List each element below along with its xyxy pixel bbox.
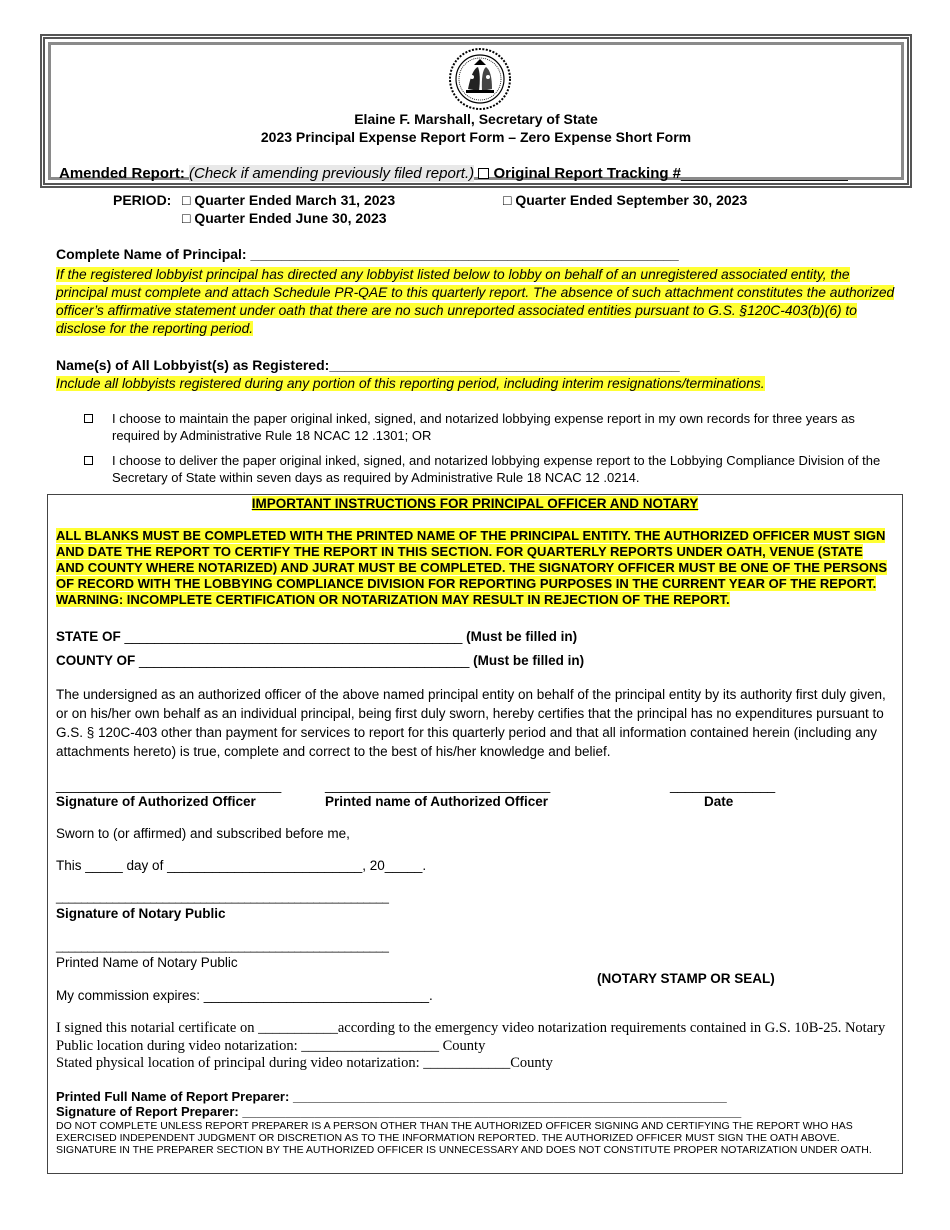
- certification-text: The undersigned as an authorized officer of the above named principal entity on behalf of the principal entity by its authority first duly given, or on his/her own behalf as an individual principal, being first duly sworn, hereby certifies that the principal has no expenditures pursuant to G.S. § 120C-403 other than payment for services to report for this quarterly period and that all information contained herein (including any attachments hereto) is true, complete and correct to the best of his/her knowledge and belief.: [56, 687, 886, 759]
- instructions-body-wrap: [56, 528, 888, 608]
- principal-label: Complete Name of Principal:: [56, 246, 247, 262]
- county-label: COUNTY OF: [56, 653, 136, 668]
- lobbyists-label: Name(s) of All Lobbyist(s) as Registered:: [56, 357, 330, 373]
- lobbyists-blank[interactable]: _____________________________________________: [329, 357, 680, 373]
- preparer-sig-row: [56, 1104, 741, 1119]
- period-q2-label: Quarter Ended June 30, 2023: [194, 210, 387, 226]
- date-label: Date: [704, 794, 734, 809]
- video-notarization-text: I signed this notarial certificate on ___________according to the emergency video notarization requirements contained in G.S. 10B-25. Notary Public location during video notarization: ___________________ County: [56, 1020, 886, 1054]
- county-blank[interactable]: ____________________________________________: [139, 653, 470, 668]
- amended-report-row: [59, 165, 848, 182]
- period-q2[interactable]: [182, 210, 387, 226]
- choice-1-text: I choose to maintain the paper original inked, signed, and notarized lobbying expense report in my own records for three years as required by Administrative Rule 18 NCAC 12 .1301; OR: [112, 411, 855, 443]
- date-line[interactable]: ______________: [670, 778, 776, 793]
- commission-expires[interactable]: My commission expires: ______________________________.: [56, 988, 433, 1003]
- choice-2-text: I choose to deliver the paper original inked, signed, and notarized lobbying expense report to the Lobbying Compliance Division of the Secretary of State within seven days as required by Administrative Rule 18 NCAC 12 .0214.: [112, 453, 881, 485]
- period-q3-label: Quarter Ended September 30, 2023: [515, 192, 748, 208]
- state-blank[interactable]: _____________________________________________: [124, 629, 463, 644]
- period-label: PERIOD:: [113, 192, 172, 208]
- officer-name-label: Printed name of Authorized Officer: [325, 794, 549, 809]
- period-q3-box: □: [503, 192, 512, 208]
- tracking-blank[interactable]: ____________________: [681, 165, 848, 182]
- officer-signature-label: Signature of Authorized Officer: [56, 794, 256, 809]
- county-row: [56, 653, 584, 668]
- state-required: (Must be filled in): [466, 629, 578, 644]
- amended-checkbox[interactable]: [478, 168, 489, 179]
- officer-signature-line[interactable]: ______________________________: [56, 778, 282, 793]
- notary-name-line[interactable]: _____________________________________________________: [56, 939, 389, 953]
- period-q1-box: □: [182, 192, 191, 208]
- preparer-name-row: [56, 1089, 727, 1104]
- preparer-name-label: Printed Full Name of Report Preparer:: [56, 1089, 290, 1104]
- principal-note-wrap: [56, 266, 900, 338]
- form-title: 2023 Principal Expense Report Form – Zero Expense Short Form: [260, 129, 692, 145]
- period-q3[interactable]: [503, 192, 747, 208]
- principal-location-text: Stated physical location of principal during video notarization: ____________County: [56, 1055, 553, 1071]
- period-q1-label: Quarter Ended March 31, 2023: [194, 192, 396, 208]
- county-required: (Must be filled in): [473, 653, 585, 668]
- principal-row: [56, 246, 679, 262]
- lobbyists-note-wrap: [56, 375, 900, 393]
- lobbyists-row: [56, 357, 680, 373]
- notary-stamp-label: (NOTARY STAMP OR SEAL): [597, 971, 775, 986]
- state-row: [56, 629, 577, 644]
- choice-2-checkbox[interactable]: [84, 456, 93, 465]
- principal-blank[interactable]: _______________________________________________________: [250, 246, 679, 262]
- preparer-sig-blank[interactable]: _____________________________________________________________________: [242, 1104, 742, 1119]
- state-seal-icon: [448, 47, 512, 111]
- jurat-date[interactable]: This _____ day of __________________________, 20_____.: [56, 858, 427, 873]
- lobbyists-note: Include all lobbyists registered during any portion of this reporting period, including interim resignations/terminations.: [56, 376, 765, 391]
- choice-1-checkbox[interactable]: [84, 414, 93, 423]
- instructions-body: ALL BLANKS MUST BE COMPLETED WITH THE PRINTED NAME OF THE PRINCIPAL ENTITY. THE AUTHORIZED OFFICER MUST SIGN AND DATE THE REPORT TO CERTIFY THE REPORT IN THIS SECTION. FOR QUARTERLY REPORTS UNDER OATH, VENUE (STATE AND COUNTY WHERE NOTARIZED) AND JURAT MUST BE COMPLETED. THE SIGNATORY OFFICER MUST BE ONE OF THE PERSONS OF RECORD WITH THE LOBBYING COMPLIANCE DIVISION FOR REPORTING PURPOSES IN THE CURRENT YEAR OF THE REPORT. WARNING: INCOMPLETE CERTIFICATION OR NOTARIZATION MAY RESULT IN REJECTION OF THE REPORT.: [56, 528, 888, 607]
- tracking-label: Original Report Tracking #: [493, 165, 682, 182]
- amended-label: Amended Report:: [59, 165, 185, 182]
- period-q2-box: □: [182, 210, 191, 226]
- period-q1[interactable]: [182, 192, 395, 208]
- preparer-sig-label: Signature of Report Preparer:: [56, 1104, 239, 1119]
- instructions-heading: IMPORTANT INSTRUCTIONS FOR PRINCIPAL OFFICER AND NOTARY: [251, 496, 699, 511]
- notary-signature-line[interactable]: _____________________________________________________: [56, 890, 389, 904]
- officer-name-line[interactable]: ______________________________: [325, 778, 551, 793]
- header-box: [40, 34, 912, 188]
- sworn-text: Sworn to (or affirmed) and subscribed before me,: [56, 826, 350, 841]
- preparer-note: DO NOT COMPLETE UNLESS REPORT PREPARER IS A PERSON OTHER THAN THE AUTHORIZED OFFICER SIGNING AND CERTIFYING THE REPORT WHO HAS EXERCISED INDEPENDENT JUDGMENT OR DISCRETION AS TO THE INFORMATION REPORTED. THE AUTHORIZED OFFICER MUST SIGN THE OATH ABOVE. SIGNATURE IN THE PREPARER SECTION BY THE AUTHORIZED OFFICER IS UNNECESSARY AND DOES NOT CONSTITUTE PROPER NOTARIZATION UNDER OATH.: [56, 1120, 872, 1156]
- notary-signature-label: Signature of Notary Public: [56, 906, 226, 921]
- principal-note: If the registered lobbyist principal has directed any lobbyist listed below to lobby on behalf of an unregistered associated entity, the principal must complete and attach Schedule PR-QAE to this quarterly report. The absence of such attachment constitutes the authorized officer’s affirmative statement under oath that there are no such unreported associated entities pursuant to G.S. §120C-403(b)(6) to disclose for the reporting period.: [56, 267, 895, 336]
- secretary-name: Elaine F. Marshall, Secretary of State: [354, 111, 598, 127]
- instructions-heading-wrap: [0, 496, 950, 511]
- state-label: STATE OF: [56, 629, 121, 644]
- notary-name-label: Printed Name of Notary Public: [56, 955, 238, 970]
- preparer-name-blank[interactable]: ____________________________________________________________: [292, 1089, 727, 1104]
- amended-hint: (Check if amending previously filed report.): [189, 165, 475, 182]
